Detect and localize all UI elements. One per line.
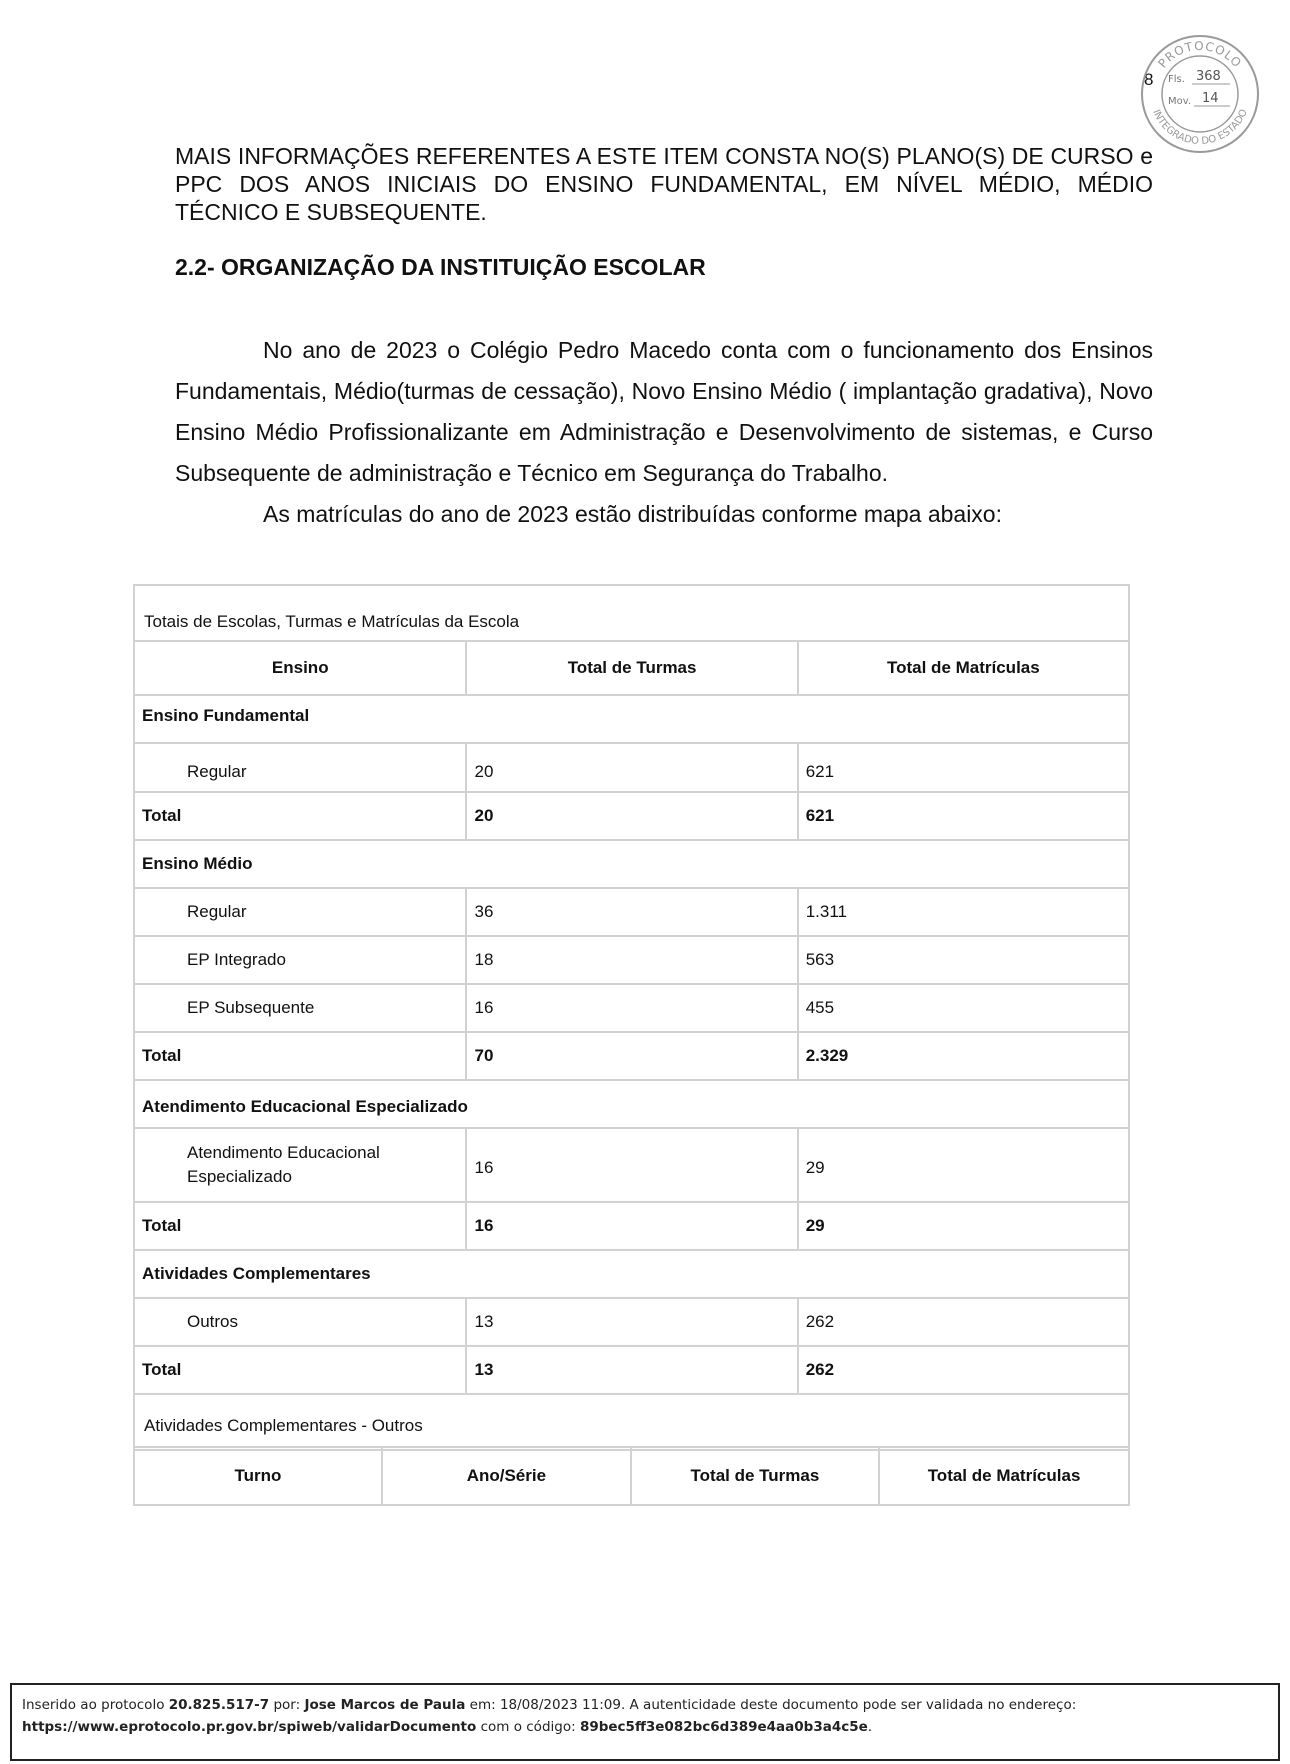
table-row-total: [134, 1202, 1129, 1250]
total-label: Total: [134, 1032, 466, 1080]
total-label: Total: [134, 792, 466, 840]
footer-by: por:: [269, 1697, 305, 1713]
header-ensino: Ensino: [134, 641, 466, 695]
header-ano-serie: Ano/Série: [382, 1447, 631, 1505]
footer-prefix: Inserido ao protocolo: [22, 1697, 169, 1713]
header-outros-total-turmas: Total de Turmas: [631, 1447, 879, 1505]
section-title: 2.2- ORGANIZAÇÃO DA INSTITUIÇÃO ESCOLAR: [175, 254, 706, 280]
footer-end: .: [867, 1719, 873, 1735]
paragraph-enrollment-overview: No ano de 2023 o Colégio Pedro Macedo conta com o funcionamento dos Ensinos Fundamentais, Médio(turmas de cessação), Novo Ensino Médio ( implantação gradativa), Novo Ensino Médio Profissionalizante em Administração e Desenvolvimento de sistemas, e Curso Subsequente de administração e Técnico em Segurança do Trabalho.: [175, 337, 1153, 486]
footer-validation-url[interactable]: https://www.eprotocolo.pr.gov.br/spiweb/validarDocumento: [22, 1719, 477, 1735]
table-caption: Totais de Escolas, Turmas e Matrículas da Escola: [134, 585, 1129, 641]
row-label: EP Subsequente: [134, 984, 466, 1032]
row-turmas: 36: [466, 888, 797, 936]
row-matriculas: 29: [798, 1128, 1129, 1202]
stamp-ring-bottom: INTEGRADO DO ESTADO: [1150, 107, 1250, 148]
total-label: Total: [134, 1346, 466, 1394]
total-label: Total: [134, 1202, 466, 1250]
stamp-ring-top: PROTOCOLO: [1155, 38, 1245, 71]
footer-code-text: com o código:: [476, 1719, 580, 1735]
table-row: [134, 1298, 1129, 1346]
total-turmas: 20: [466, 792, 797, 840]
row-turmas: 16: [466, 1128, 797, 1202]
row-matriculas: 262: [798, 1298, 1129, 1346]
footer-date-text: em: 18/08/2023 11:09. A autenticidade deste documento pode ser validada no endereço:: [465, 1697, 1077, 1713]
atividades-outros-table: [133, 1446, 1130, 1506]
table-row: [134, 1128, 1129, 1202]
table-row: [134, 936, 1129, 984]
row-label: EP Integrado: [134, 936, 466, 984]
total-matriculas: 262: [798, 1346, 1129, 1394]
header-turno: Turno: [134, 1447, 382, 1505]
body-text: [175, 330, 1153, 535]
table-row-total: [134, 1032, 1129, 1080]
stamp-fls-label: Fls.: [1168, 74, 1185, 85]
row-label: Outros: [134, 1298, 466, 1346]
page-number: 8: [1144, 70, 1154, 89]
row-label-line-1: Atendimento Educacional: [187, 1143, 380, 1162]
total-matriculas: 621: [798, 792, 1129, 840]
row-turmas: 18: [466, 936, 797, 984]
total-turmas: 70: [466, 1032, 797, 1080]
table-row: [134, 743, 1129, 792]
table-row-total: [134, 792, 1129, 840]
header-total-matriculas: Total de Matrículas: [798, 641, 1129, 695]
protocol-stamp: [1138, 32, 1262, 156]
row-turmas: 20: [466, 743, 797, 792]
stamp-fls-value: 368: [1196, 69, 1221, 84]
table-row-total: [134, 1346, 1129, 1394]
svg-text:PROTOCOLO: [1155, 39, 1244, 71]
row-label: [134, 1128, 466, 1202]
row-matriculas: 621: [798, 743, 1129, 792]
row-matriculas: 455: [798, 984, 1129, 1032]
row-turmas: 13: [466, 1298, 797, 1346]
enrollment-table: [133, 584, 1130, 1451]
row-turmas: 16: [466, 984, 797, 1032]
intro-text: MAIS INFORMAÇÕES REFERENTES A ESTE ITEM CONSTA NO(S) PLANO(S) DE CURSO e PPC DOS ANOS INICIAIS DO ENSINO FUNDAMENTAL, EM NÍVEL MÉDIO, MÉDIO TÉCNICO E SUBSEQUENTE.: [175, 143, 1153, 225]
paragraph-enrollment-map: As matrículas do ano de 2023 estão distribuídas conforme mapa abaixo:: [263, 501, 1002, 527]
footer-protocol: 20.825.517-7: [168, 1697, 270, 1713]
total-matriculas: 29: [798, 1202, 1129, 1250]
group-ensino-medio: Ensino Médio: [134, 840, 1129, 888]
authenticity-footer: [10, 1683, 1280, 1761]
group-atividades-complementares: Atividades Complementares: [134, 1250, 1129, 1298]
footer-code: 89bec5ff3e082bc6d389e4aa0b3a4c5e: [579, 1719, 868, 1735]
header-outros-total-matriculas: Total de Matrículas: [879, 1447, 1129, 1505]
stamp-mov-label: Mov.: [1168, 96, 1192, 107]
group-aee: Atendimento Educacional Especializado: [134, 1080, 1129, 1128]
row-label: Regular: [134, 888, 466, 936]
stamp-mov-value: 14: [1202, 91, 1219, 106]
footer-author: Jose Marcos de Paula: [304, 1697, 466, 1713]
table-row: [134, 984, 1129, 1032]
total-turmas: 13: [466, 1346, 797, 1394]
total-matriculas: 2.329: [798, 1032, 1129, 1080]
total-turmas: 16: [466, 1202, 797, 1250]
row-label-line-2: Especializado: [187, 1167, 292, 1186]
group-ensino-fundamental: Ensino Fundamental: [134, 695, 1129, 743]
row-matriculas: 563: [798, 936, 1129, 984]
row-label: Regular: [134, 743, 466, 792]
header-total-turmas: Total de Turmas: [466, 641, 797, 695]
table-row: [134, 888, 1129, 936]
second-table-caption: Atividades Complementares - Outros: [134, 1394, 1129, 1450]
row-matriculas: 1.311: [798, 888, 1129, 936]
